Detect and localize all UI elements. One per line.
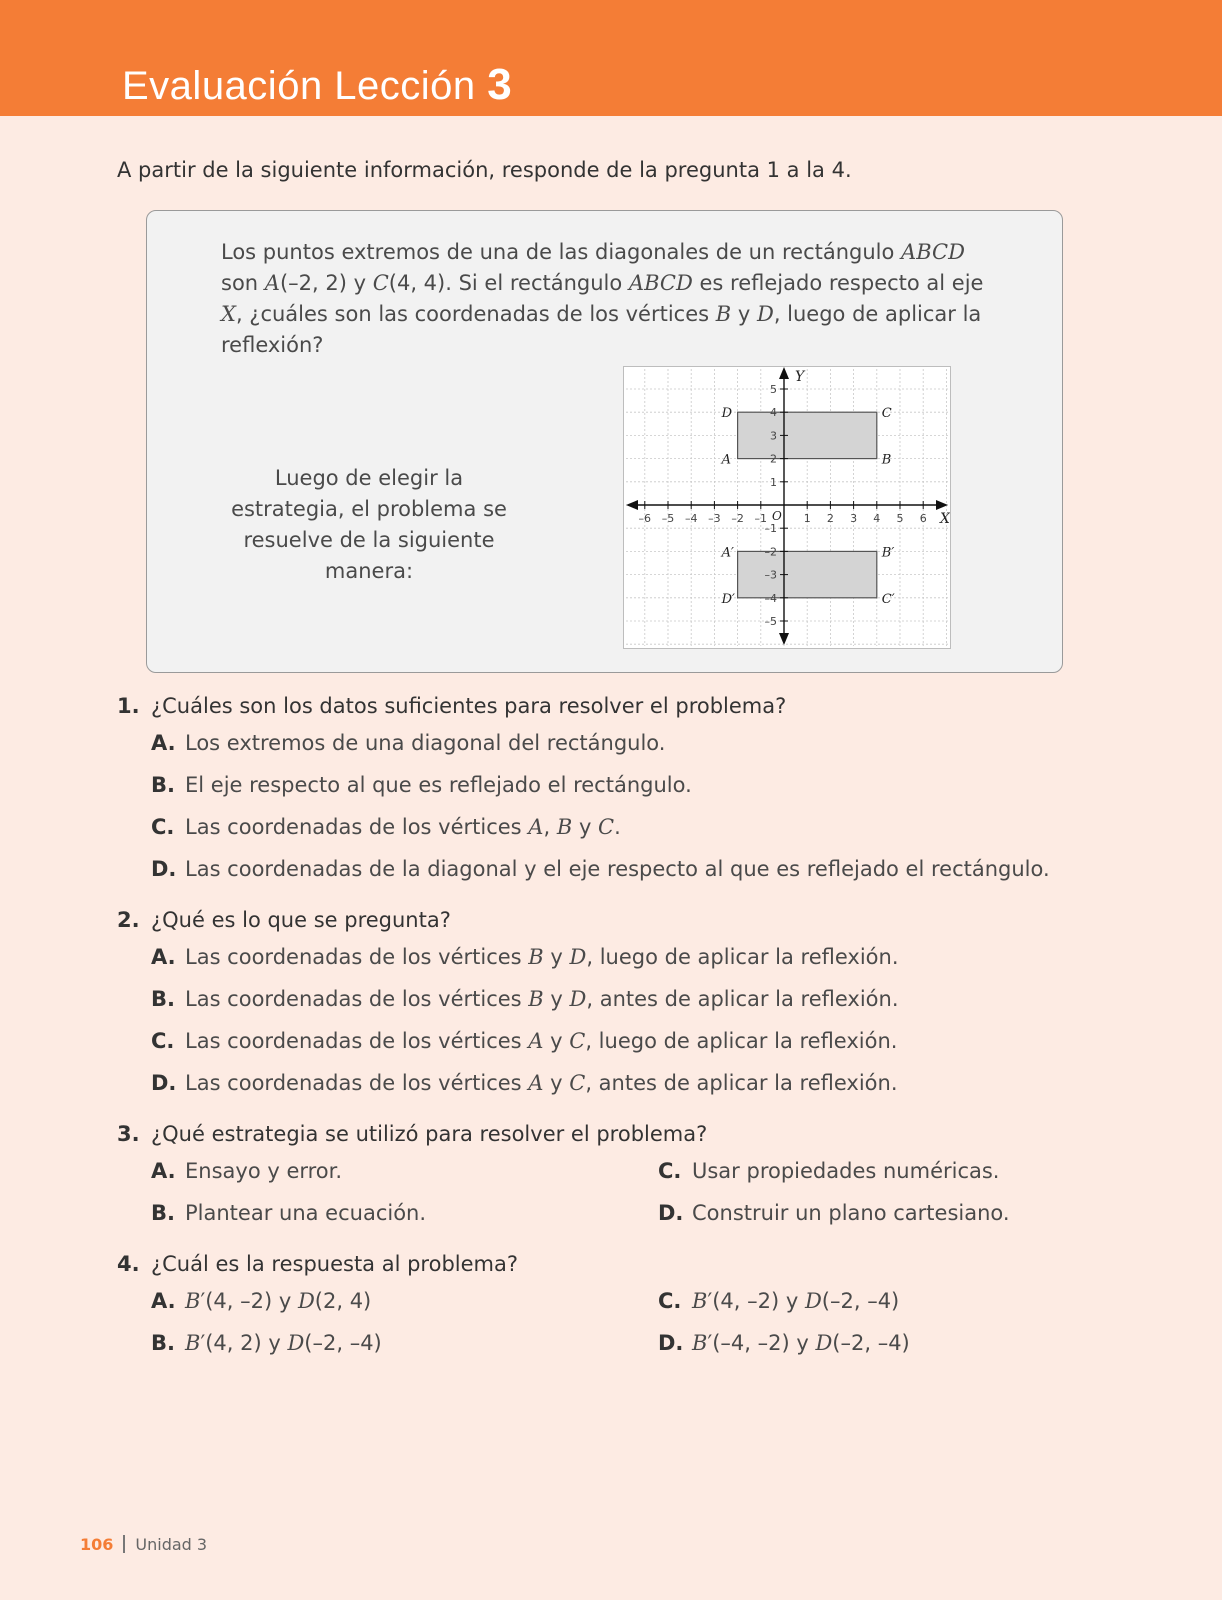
text-run: y xyxy=(543,1029,570,1053)
question-text: ¿Cuáles son los datos suficientes para resolver el problema? xyxy=(151,694,787,718)
option-letter: C. xyxy=(658,1159,682,1183)
text-run: Los extremos de una diagonal del rectángulo. xyxy=(185,731,666,755)
rectangle-a'b'c'd' xyxy=(738,551,877,597)
answer-option-b[interactable] xyxy=(151,1201,426,1225)
unit-label: Unidad 3 xyxy=(135,1535,208,1554)
math-variable: D xyxy=(569,945,587,969)
x-tick-label: –5 xyxy=(661,512,675,525)
math-variable: D xyxy=(287,1331,305,1355)
x-tick-label: –4 xyxy=(684,512,698,525)
math-variable: C xyxy=(569,1071,586,1095)
option-letter: B. xyxy=(151,987,175,1011)
math-variable: D xyxy=(297,1289,315,1313)
intro-text: A partir de la siguiente información, responde de la pregunta 1 a la 4. xyxy=(117,158,852,182)
answer-option-b[interactable] xyxy=(151,773,692,797)
text-run: Las coordenadas de los vértices xyxy=(185,815,529,839)
page-title-text: Evaluación Lección xyxy=(122,64,476,108)
answer-option-a[interactable] xyxy=(151,731,665,755)
x-tick-label: 2 xyxy=(826,512,834,525)
math-variable: D xyxy=(569,987,587,1011)
x-tick-label: –2 xyxy=(731,512,744,525)
text-run: , antes de aplicar la reflexión. xyxy=(586,987,899,1011)
option-letter: D. xyxy=(658,1201,684,1225)
math-variable: B xyxy=(692,1289,708,1313)
vertex-label: C xyxy=(881,406,892,422)
text-run: Las coordenadas de los vértices xyxy=(185,1029,529,1053)
math-variable: C xyxy=(598,815,615,839)
vertex-label: A xyxy=(721,452,731,468)
text-run: (–2, –4) xyxy=(832,1331,910,1355)
x-tick-label: –1 xyxy=(754,512,768,525)
option-letter: C. xyxy=(658,1289,682,1313)
question-number: 3. xyxy=(117,1122,140,1146)
strategy-text: Luego de elegir la estrategia, el problema se resuelve de la siguiente manera: xyxy=(231,466,507,583)
y-axis-label: Y xyxy=(795,369,805,385)
y-axis-arrow-up xyxy=(779,367,789,379)
math-variable: D xyxy=(815,1331,833,1355)
answer-option-c[interactable] xyxy=(151,815,621,839)
math-variable: ABCD xyxy=(628,271,693,295)
math-variable: D xyxy=(756,302,774,326)
text-run: y xyxy=(543,987,570,1011)
cartesian-plane-svg xyxy=(624,367,950,648)
math-variable: A xyxy=(528,815,544,839)
problem-box xyxy=(146,210,1063,673)
option-letter: D. xyxy=(151,1071,177,1095)
question-3 xyxy=(117,1122,707,1146)
text-run: , xyxy=(543,815,557,839)
text-run: El eje respecto al que es reflejado el rectángulo. xyxy=(185,773,692,797)
text-run: Las coordenadas de los vértices xyxy=(185,945,529,969)
option-letter: A. xyxy=(151,1159,176,1183)
x-tick-label: 5 xyxy=(896,512,904,525)
y-tick-label: 4 xyxy=(770,406,777,420)
question-4 xyxy=(117,1252,518,1276)
text-run: , ¿cuáles son las coordenadas de los vértices xyxy=(235,302,716,326)
vertex-label: D xyxy=(721,406,733,422)
answer-option-a[interactable] xyxy=(151,1289,371,1313)
option-letter: A. xyxy=(151,945,176,969)
origin-label: O xyxy=(772,509,782,523)
x-tick-label: –3 xyxy=(708,512,721,525)
cartesian-plane xyxy=(623,366,951,649)
math-variable: ABCD xyxy=(901,240,965,264)
text-run: ′(4, 2) y xyxy=(200,1331,288,1355)
text-run: (2, 4) xyxy=(314,1289,372,1313)
footer-divider xyxy=(123,1535,125,1553)
answer-option-b[interactable] xyxy=(151,987,899,1011)
answer-option-c[interactable] xyxy=(151,1029,897,1053)
question-text: ¿Qué es lo que se pregunta? xyxy=(151,908,451,932)
option-letter: B. xyxy=(151,773,175,797)
question-2 xyxy=(117,908,451,932)
text-run: Las coordenadas de la diagonal y el eje respecto al que es reflejado el rectángulo. xyxy=(185,857,1050,881)
math-variable: X xyxy=(221,302,236,326)
problem-statement xyxy=(221,237,1001,361)
text-run: son xyxy=(221,271,265,295)
lesson-number: 3 xyxy=(487,60,513,109)
page-title xyxy=(122,60,512,110)
text-run: , luego de aplicar la reflexión. xyxy=(585,1029,898,1053)
text-run: Construir un plano cartesiano. xyxy=(692,1201,1010,1225)
y-tick-label: –5 xyxy=(764,615,777,628)
option-letter: C. xyxy=(151,1029,175,1053)
text-run: ′(4, –2) y xyxy=(200,1289,298,1313)
header-bar xyxy=(0,0,1222,116)
question-1 xyxy=(117,694,786,718)
text-run: , luego de aplicar la reflexión. xyxy=(586,945,899,969)
option-letter: B. xyxy=(151,1331,175,1355)
x-axis-label: X xyxy=(940,511,950,527)
text-run: Los puntos extremos de una de las diagonales de un rectángulo xyxy=(221,240,902,264)
answer-option-d[interactable] xyxy=(151,857,1050,881)
text-run: Las coordenadas de los vértices xyxy=(185,987,529,1011)
vertex-label: B xyxy=(881,452,892,468)
answer-option-d[interactable] xyxy=(658,1201,1010,1225)
x-tick-label: 1 xyxy=(803,512,811,525)
y-tick-label: 2 xyxy=(770,452,777,466)
text-run: y xyxy=(572,815,599,839)
text-run: y xyxy=(543,1071,570,1095)
page-number: 106 xyxy=(80,1535,114,1554)
option-letter: B. xyxy=(151,1201,175,1225)
math-variable: B xyxy=(715,302,732,326)
text-run: ′(–4, –2) y xyxy=(707,1331,816,1355)
text-run: Ensayo y error. xyxy=(185,1159,343,1183)
y-tick-label: –3 xyxy=(764,568,777,582)
option-letter: A. xyxy=(151,1289,176,1313)
answer-option-a[interactable] xyxy=(151,945,899,969)
math-variable: B xyxy=(692,1331,708,1355)
math-variable: B xyxy=(528,945,544,969)
y-tick-label: 5 xyxy=(770,383,777,396)
text-run: Plantear una ecuación. xyxy=(185,1201,427,1225)
math-variable: C xyxy=(372,271,389,295)
math-variable: B xyxy=(185,1331,201,1355)
text-run: ′(4, –2) y xyxy=(707,1289,805,1313)
rectangle-abcd xyxy=(738,412,877,458)
text-run: , antes de aplicar la reflexión. xyxy=(585,1071,898,1095)
x-tick-label: 6 xyxy=(919,512,927,525)
x-tick-label: 4 xyxy=(873,512,881,525)
math-variable: B xyxy=(528,987,544,1011)
x-tick-label: 3 xyxy=(850,512,858,525)
option-letter: A. xyxy=(151,731,176,755)
question-number: 1. xyxy=(117,694,140,718)
question-number: 4. xyxy=(117,1252,140,1276)
x-axis-arrow-left xyxy=(626,500,638,510)
math-variable: B xyxy=(556,815,573,839)
answer-option-b[interactable] xyxy=(151,1331,382,1355)
math-variable: A xyxy=(528,1029,544,1053)
text-run: (–2, –4) xyxy=(304,1331,382,1355)
text-run: es reflejado respecto al eje xyxy=(692,271,984,295)
answer-option-d[interactable] xyxy=(658,1331,910,1355)
y-tick-label: 3 xyxy=(770,429,777,443)
text-run: (–2, 2) y xyxy=(279,271,373,295)
option-letter: D. xyxy=(151,857,177,881)
y-tick-label: –4 xyxy=(764,591,777,605)
question-text: ¿Qué estrategia se utilizó para resolver el problema? xyxy=(151,1122,708,1146)
text-run: (4, 4). Si el rectángulo xyxy=(388,271,629,295)
text-run: y xyxy=(543,945,570,969)
option-letter: C. xyxy=(151,815,175,839)
answer-option-c[interactable] xyxy=(658,1159,999,1183)
answer-option-a[interactable] xyxy=(151,1159,342,1183)
vertex-label: D′ xyxy=(721,591,735,607)
math-variable: A xyxy=(264,271,280,295)
text-run: y xyxy=(731,302,757,326)
answer-option-c[interactable] xyxy=(658,1289,899,1313)
math-variable: D xyxy=(804,1289,822,1313)
y-tick-label: 1 xyxy=(770,475,777,489)
vertex-label: B′ xyxy=(881,545,895,561)
text-run: , luego de aplicar la reflexión? xyxy=(221,302,982,357)
math-variable: A xyxy=(528,1071,544,1095)
text-run: (–2, –4) xyxy=(821,1289,900,1313)
text-run: Las coordenadas de los vértices xyxy=(185,1071,529,1095)
question-number: 2. xyxy=(117,908,140,932)
answer-option-d[interactable] xyxy=(151,1071,898,1095)
text-run: . xyxy=(614,815,621,839)
y-tick-label: –1 xyxy=(764,522,777,536)
math-variable: B xyxy=(185,1289,201,1313)
vertex-label: C′ xyxy=(881,591,895,607)
x-tick-label: –6 xyxy=(638,512,652,525)
option-letter: D. xyxy=(658,1331,684,1355)
y-tick-label: –2 xyxy=(764,545,777,559)
question-text: ¿Cuál es la respuesta al problema? xyxy=(151,1252,519,1276)
y-axis-arrow-down xyxy=(779,633,789,645)
text-run: Usar propiedades numéricas. xyxy=(692,1159,1000,1183)
vertex-label: A′ xyxy=(721,545,734,561)
page-footer xyxy=(80,1535,207,1554)
math-variable: C xyxy=(569,1029,586,1053)
